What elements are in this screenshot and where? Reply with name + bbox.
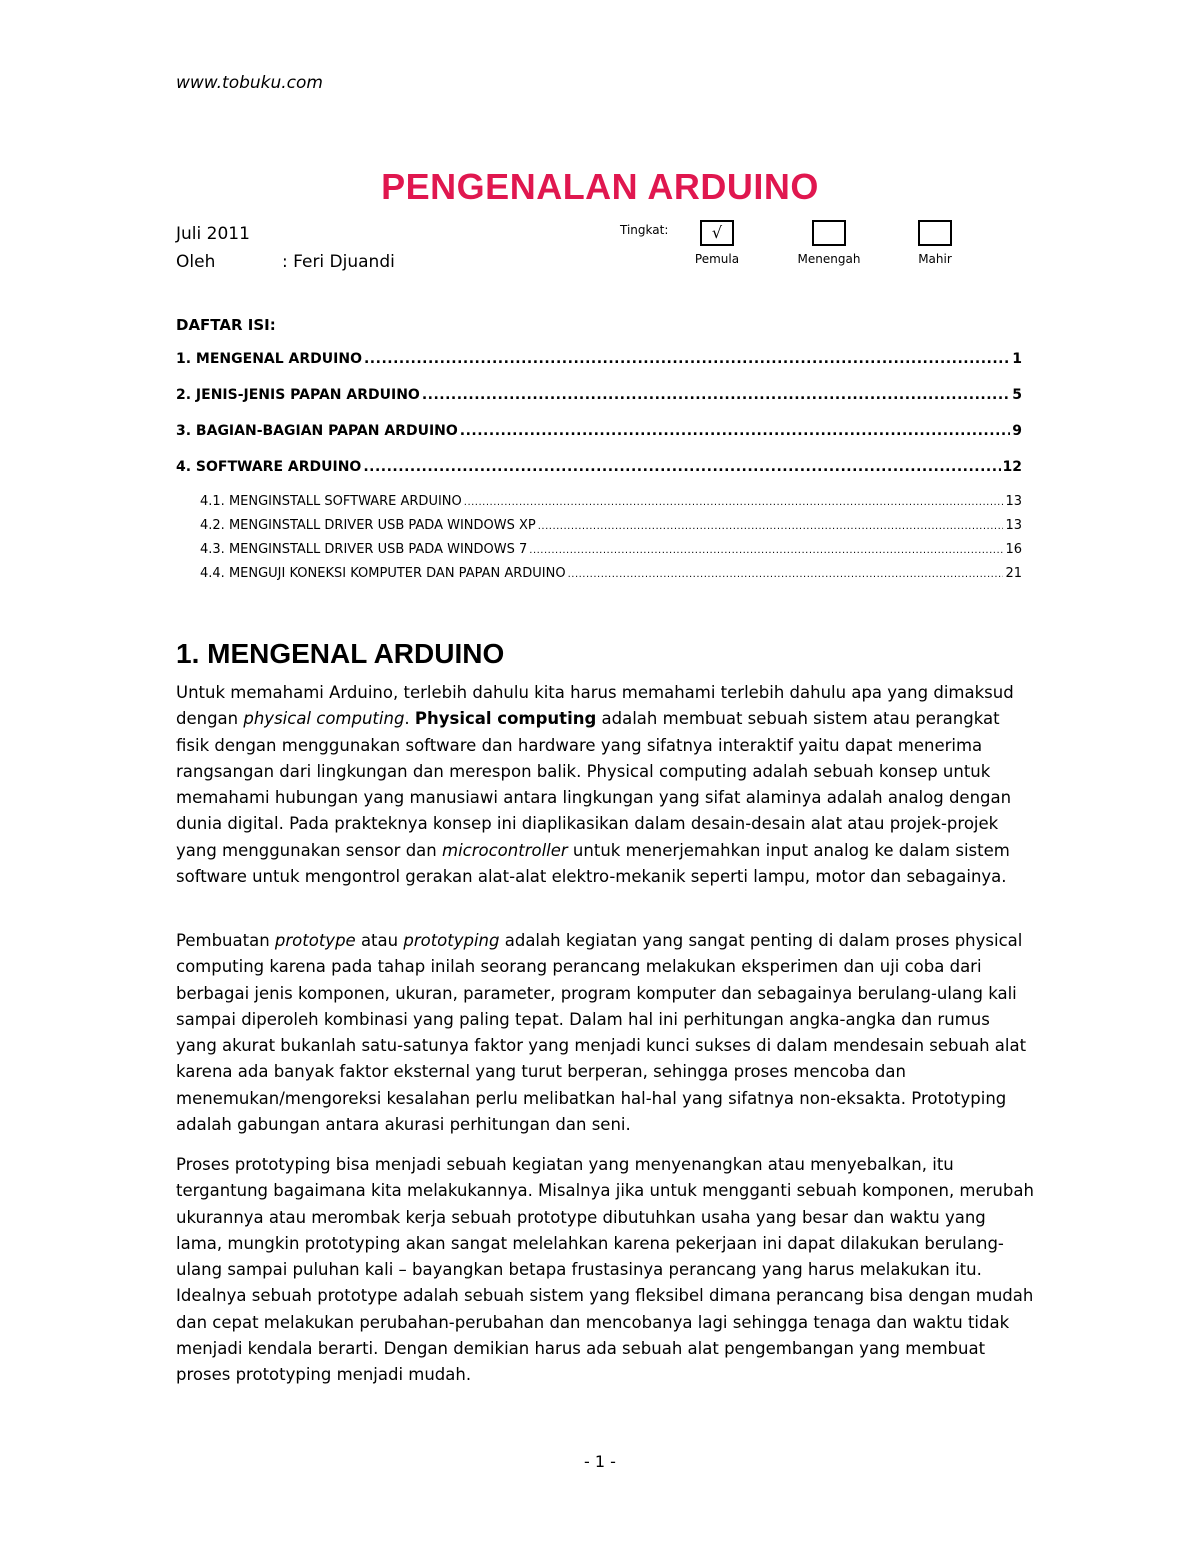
toc-subentry-title: 4.4. MENGUJI KONEKSI KOMPUTER DAN PAPAN ARDUINO	[200, 566, 566, 581]
toc-entry-title: 3. BAGIAN-BAGIAN PAPAN ARDUINO	[176, 423, 458, 439]
level-name-menengah: Menengah	[797, 252, 861, 266]
level-label: Tingkat:	[620, 223, 669, 237]
toc-leader	[529, 545, 1003, 556]
toc-entry-page: 1	[1012, 351, 1022, 367]
document-title: PENGENALAN ARDUINO	[381, 166, 819, 207]
header-url: www.tobuku.com	[176, 73, 323, 93]
author-label: Oleh	[176, 252, 216, 272]
level-box-mahir	[918, 220, 952, 246]
toc-subentry-page: 16	[1005, 542, 1022, 557]
paragraph-2: Pembuatan prototype atau prototyping adalah kegiatan yang sangat penting di dalam proses physical computing karena pada tahap inilah seorang perancang melakukan eksperimen dan uji coba dari berbagai jenis komponen, ukuran, parameter, program komputer dan sebagainya berulang-ulang kali sampai diperoleh kombinasi yang paling tepat. Dalam hal ini perhitungan angka-angka dan rumus yang akurat bukanlah satu-satunya faktor yang menjadi kunci sukses di dalam mendesain sebuah alat karena ada banyak faktor eksternal yang turut berperan, sehingga proses mencoba dan menemukan/mengoreksi kesalahan perlu melibatkan hal-hal yang sifatnya non-eksakta. Prototyping adalah gabungan antara akurasi perhitungan dan seni.	[176, 931, 1027, 1135]
toc-subentry[interactable]	[200, 566, 1022, 581]
toc-entry[interactable]	[176, 387, 1022, 403]
toc-subentry[interactable]	[200, 542, 1022, 557]
level-box-pemula: √	[700, 220, 734, 246]
author-name: : Feri Djuandi	[282, 252, 395, 272]
toc-entry-title: 2. JENIS-JENIS PAPAN ARDUINO	[176, 387, 420, 403]
toc-entry-title: 1. MENGENAL ARDUINO	[176, 351, 362, 367]
toc-subentry[interactable]	[200, 494, 1022, 509]
toc-entry[interactable]	[176, 459, 1022, 475]
toc-leader	[538, 521, 1004, 532]
toc-leader	[363, 459, 1000, 475]
toc-entry-page: 12	[1002, 459, 1022, 475]
toc-subentry[interactable]	[200, 518, 1022, 533]
document-date: Juli 2011	[176, 224, 250, 244]
paragraph-1: Untuk memahami Arduino, terlebih dahulu kita harus memahami terlebih dahulu apa yang dimaksud dengan physical computing. Physical computing adalah membuat sebuah sistem atau perangkat fisik dengan menggunakan software dan hardware yang sifatnya interaktif yaitu dapat menerima rangsangan dari lingkungan dan merespon balik. Physical computing adalah sebuah konsep untuk memahami hubungan yang manusiawi antara lingkungan yang sifat alaminya adalah analog dengan dunia digital. Pada prakteknya konsep ini diaplikasikan dalam desain-desain alat atau projek-projek yang menggunakan sensor dan microcontroller untuk menerjemahkan input analog ke dalam sistem software untuk mengontrol gerakan alat-alat elektro-mekanik seperti lampu, motor dan sebagainya.	[176, 683, 1014, 887]
page-number: - 1 -	[584, 1452, 616, 1471]
paragraph-3: Proses prototyping bisa menjadi sebuah kegiatan yang menyenangkan atau menyebalkan, itu tergantung bagaimana kita melakukannya. Misalnya jika untuk mengganti sebuah komponen, merubah ukurannya atau merombak kerja sebuah prototype dibutuhkan usaha yang besar dan waktu yang lama, mungkin prototyping akan sangat melelahkan karena pekerjaan ini dapat dilakukan berulang-ulang sampai puluhan kali – bayangkan betapa frustasinya perancang yang harus melakukan itu. Idealnya sebuah prototype adalah sebuah sistem yang fleksibel dimana perancang bisa dengan mudah dan cepat melakukan perubahan-perubahan dan mencobanya lagi sehingga tenaga dan waktu tidak menjadi kendala berarti. Dengan demikian harus ada sebuah alat pengembangan yang membuat proses prototyping menjadi mudah.	[176, 1155, 1034, 1385]
level-name-pemula: Pemula	[694, 252, 740, 266]
toc-leader	[422, 387, 1010, 403]
toc-leader	[364, 351, 1010, 367]
toc-subentry-title: 4.2. MENGINSTALL DRIVER USB PADA WINDOWS XP	[200, 518, 536, 533]
toc-subentry-title: 4.1. MENGINSTALL SOFTWARE ARDUINO	[200, 494, 462, 509]
section-title: 1. MENGENAL ARDUINO	[176, 638, 505, 669]
toc-entry[interactable]	[176, 351, 1022, 367]
toc-subentry-title: 4.3. MENGINSTALL DRIVER USB PADA WINDOWS 7	[200, 542, 528, 557]
toc-entry-page: 9	[1012, 423, 1022, 439]
toc-leader	[568, 569, 1004, 580]
toc-subentry-page: 13	[1005, 518, 1022, 533]
level-box-menengah	[812, 220, 846, 246]
toc-leader	[464, 497, 1004, 508]
toc-entry-page: 5	[1012, 387, 1022, 403]
toc-subentry-page: 13	[1005, 494, 1022, 509]
toc-heading: DAFTAR ISI:	[176, 316, 276, 334]
toc-entry[interactable]	[176, 423, 1022, 439]
level-name-mahir: Mahir	[918, 252, 952, 266]
toc-subentry-page: 21	[1005, 566, 1022, 581]
toc-entry-title: 4. SOFTWARE ARDUINO	[176, 459, 362, 475]
toc-leader	[460, 423, 1010, 439]
